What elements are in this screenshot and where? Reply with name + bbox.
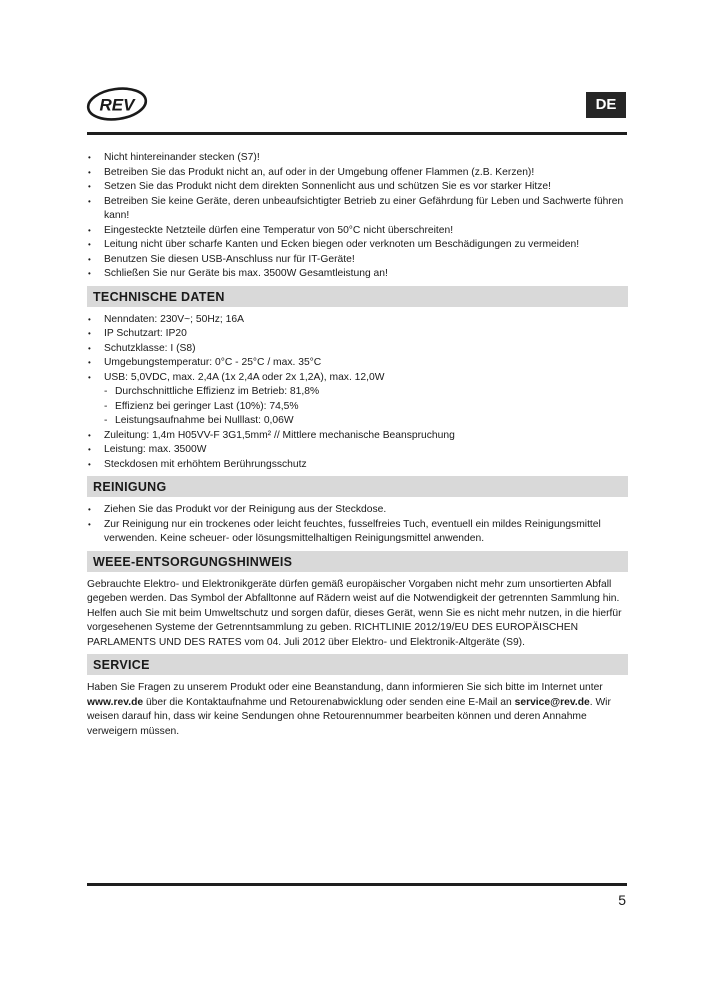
section-heading-cleaning: REINIGUNG <box>87 476 628 497</box>
service-paragraph <box>87 681 628 739</box>
list-item: • Zur Reinigung nur ein trockenes oder leicht feuchtes, fusselfreies Tuch, eventuell ein mildes Reinigungsmittel verwenden. Keine scheuer- oder lösungsmittelhaltigen Reinigungsmittel anwenden. <box>87 518 628 547</box>
list-item: • Nicht hintereinander stecken (S7)! <box>87 151 628 166</box>
list-item: • Eingesteckte Netzteile dürfen eine Temperatur von 50°C nicht überschreiten! <box>87 224 628 239</box>
service-text-part: . Wir weisen darauf hin, dass wir keine Sendungen ohne Retourennummer bearbeiten können und deren Annahme verweigern müssen. <box>87 696 611 737</box>
email-link[interactable]: service@rev.de <box>514 696 590 708</box>
page-content <box>87 151 628 739</box>
cleaning-list <box>87 503 628 547</box>
usb-sublist <box>104 385 628 429</box>
section-heading-technical-data: TECHNISCHE DATEN <box>87 286 628 307</box>
rev-logo <box>86 86 148 122</box>
safety-list <box>87 151 628 282</box>
logo-text: REV <box>99 95 135 115</box>
section-heading-service: SERVICE <box>87 654 628 675</box>
sub-list-item: - Durchschnittliche Effizienz im Betrieb: 81,8% <box>104 385 628 400</box>
list-item: • Setzen Sie das Produkt nicht dem direkten Sonnenlicht aus und schützen Sie es vor starker Hitze! <box>87 180 628 195</box>
list-item-usb <box>87 371 628 429</box>
list-item: • Steckdosen mit erhöhtem Berührungsschutz <box>87 458 628 473</box>
list-item: • Umgebungstemperatur: 0°C - 25°C / max. 35°C <box>87 356 628 371</box>
list-item: • Zuleitung: 1,4m H05VV-F 3G1,5mm² // Mittlere mechanische Beanspruchung <box>87 429 628 444</box>
list-item: • Schutzklasse: I (S8) <box>87 342 628 357</box>
service-text-part: Haben Sie Fragen zu unserem Produkt oder eine Beanstandung, dann informieren Sie sich bitte im Internet unter <box>87 682 603 693</box>
footer-divider <box>87 883 627 886</box>
list-item: • Betreiben Sie das Produkt nicht an, auf oder in der Umgebung offener Flammen (z.B. Kerzen)! <box>87 166 628 181</box>
page-number: 5 <box>618 892 626 908</box>
list-item: • Nenndaten: 230V~; 50Hz; 16A <box>87 313 628 328</box>
technical-data-list <box>87 313 628 473</box>
weee-paragraph: Gebrauchte Elektro- und Elektronikgeräte dürfen gemäß europäischer Vorgaben nicht mehr zum unsortierten Abfall gegeben werden. Das Symbol der Abfalltonne auf Rädern weist auf die Notwendigkeit der getrennten Sammlung hin. Helfen auch Sie mit beim Umweltschutz und sorgen dafür, dieses Gerät, wenn Sie es nicht mehr nutzen, in die hierfür vorgesehenen Systeme der Getrenntsammlung zu geben. RICHTLINIE 2012/19/EU DES EUROPÄISCHEN PARLAMENTS UND DES RATES vom 04. Juli 2012 über Elektro- und Elektronik-Altgeräte (S9). <box>87 578 622 648</box>
list-item: • Leitung nicht über scharfe Kanten und Ecken biegen oder verknoten um Beschädigungen zu vermeiden! <box>87 238 628 253</box>
sub-list-item: - Effizienz bei geringer Last (10%): 74,5% <box>104 400 628 415</box>
list-item: • Ziehen Sie das Produkt vor der Reinigung aus der Steckdose. <box>87 503 628 518</box>
website-link[interactable]: www.rev.de <box>87 696 144 708</box>
list-item: • IP Schutzart: IP20 <box>87 327 628 342</box>
list-item: • Schließen Sie nur Geräte bis max. 3500W Gesamtleistung an! <box>87 267 628 282</box>
sub-list-item: - Leistungsaufnahme bei Nulllast: 0,06W <box>104 414 628 429</box>
list-item: • Leistung: max. 3500W <box>87 443 628 458</box>
list-item: • Betreiben Sie keine Geräte, deren unbeaufsichtigter Betrieb zu einer Gefährdung für Leben und Sachwerte führen kann! <box>87 195 628 224</box>
header-divider <box>87 132 627 135</box>
service-text-part: über die Kontaktaufnahme und Retourenabwicklung oder senden eine E-Mail an <box>143 696 515 708</box>
usb-spec: USB: 5,0VDC, max. 2,4A (1x 2,4A oder 2x 1,2A), max. 12,0W <box>104 371 385 383</box>
section-heading-weee: WEEE-ENTSORGUNGSHINWEIS <box>87 551 628 572</box>
list-item: • Benutzen Sie diesen USB-Anschluss nur für IT-Geräte! <box>87 253 628 268</box>
language-badge: DE <box>586 92 626 118</box>
